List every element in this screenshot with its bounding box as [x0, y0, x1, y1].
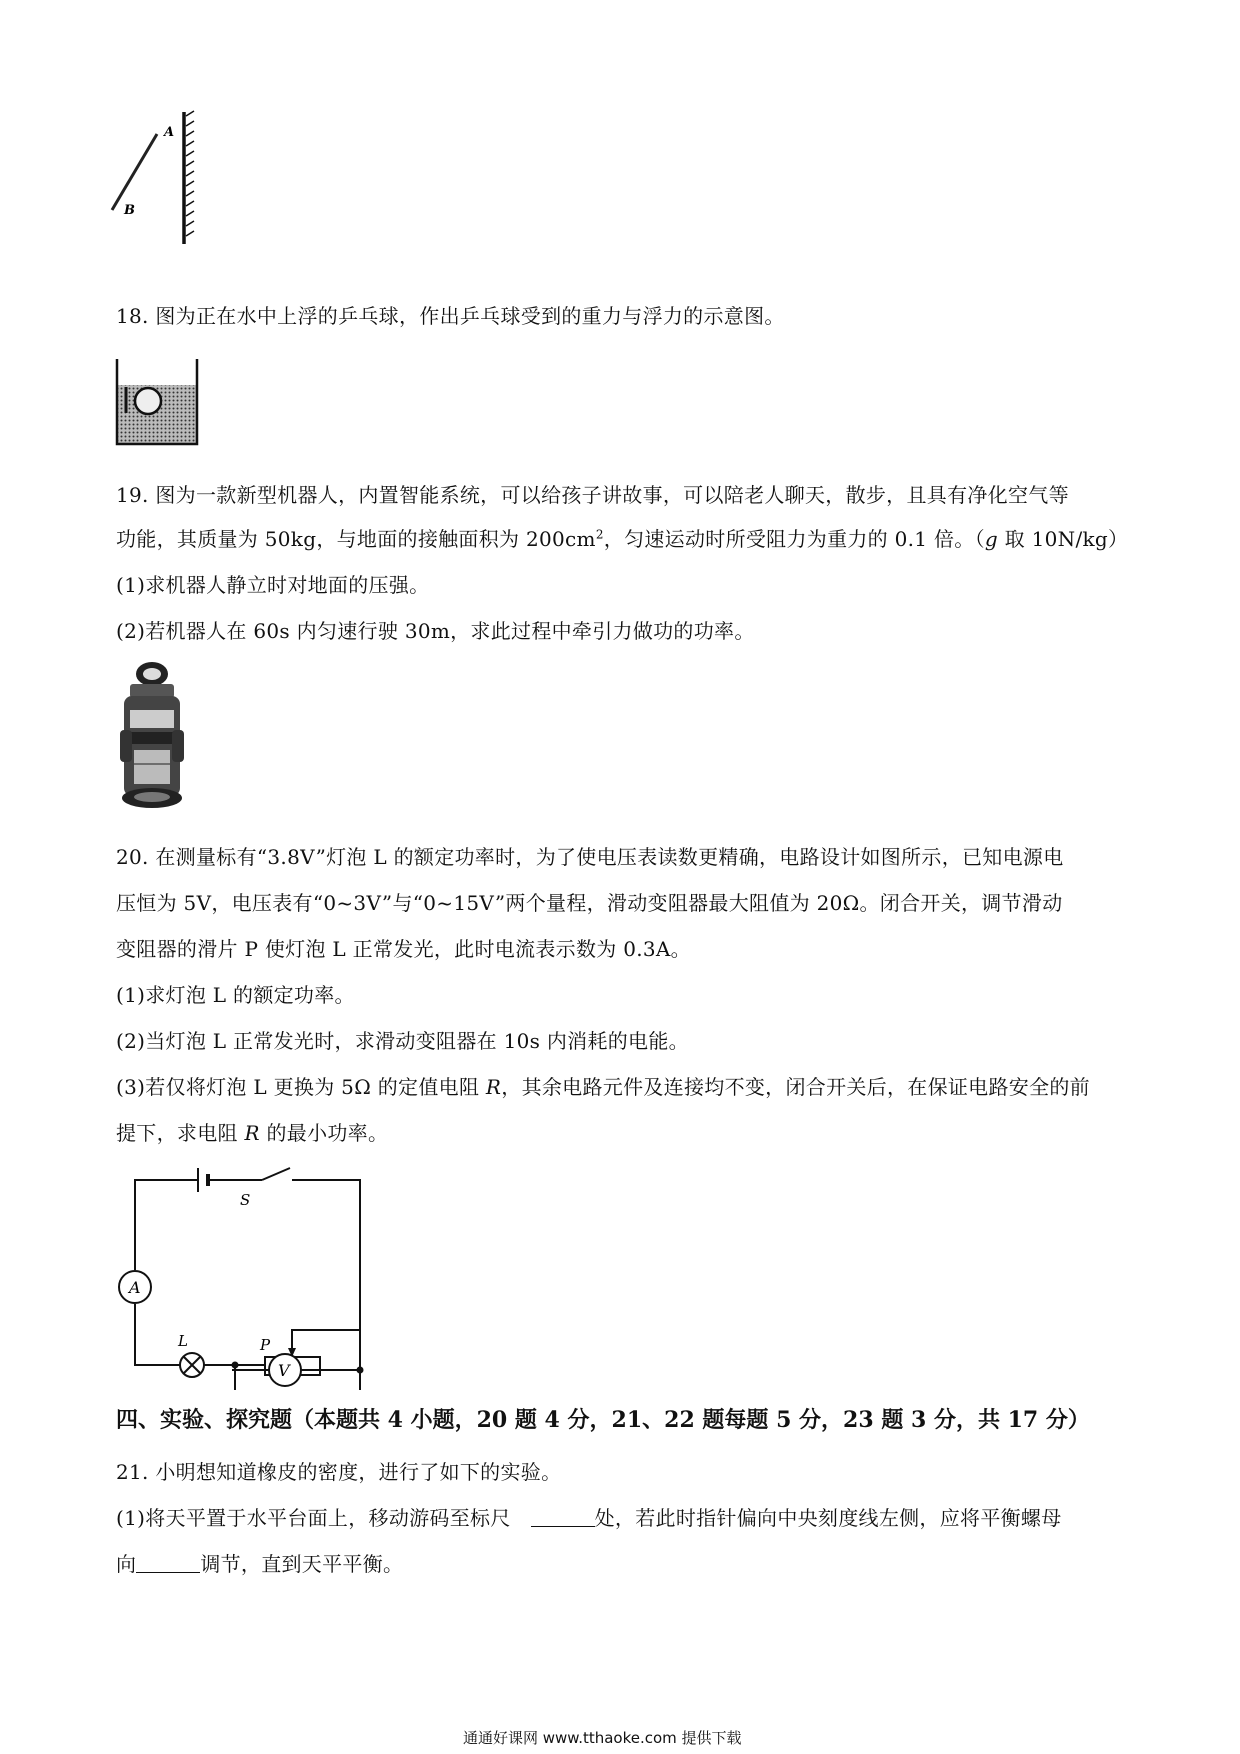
voltmeter-figure: [260, 1350, 310, 1390]
question-20-part3-line2: 提下，求电阻 R 的最小功率。: [116, 1121, 389, 1145]
mirror-ray-figure: [100, 110, 230, 250]
switch-blade: [262, 1168, 290, 1180]
ping-pong-ball: [135, 388, 161, 414]
robot-figure: [112, 660, 192, 810]
question-20-part3-line1: (3)若仅将灯泡 L 更换为 5Ω 的定值电阻 R，其余电路元件及连接均不变，闭合开关后，在保证电路安全的前: [116, 1075, 1090, 1099]
point-a-label: A: [164, 125, 175, 140]
question-21-part1-line1: (1)将天平置于水平台面上，移动游码至标尺 处，若此时指针偏向中央刻度线左侧，应将平衡螺母: [116, 1506, 1062, 1530]
slider-label: P: [260, 1336, 271, 1354]
question-20-line3: 变阻器的滑片 P 使灯泡 L 正常发光，此时电流表示数为 0.3A。: [116, 937, 691, 961]
lamp-label: L: [178, 1332, 188, 1350]
voltmeter-label: V: [278, 1361, 290, 1380]
ammeter-label: A: [129, 1278, 141, 1297]
circuit-diagram: [110, 1160, 370, 1390]
question-19-line2: 功能，其质量为 50kg，与地面的接触面积为 $200cm^2$，匀速运动时所受阻力为重力的 0.1 倍。（g 取 10N/kg）: [116, 527, 1129, 551]
question-19-line1: 19. 图为一款新型机器人，内置智能系统，可以给孩子讲故事，可以陪老人聊天，散步，且具有净化空气等: [116, 483, 1069, 507]
question-19-part2: (2)若机器人在 60s 内匀速行驶 30m，求此过程中牵引力做功的功率。: [116, 619, 755, 643]
question-20-part1: (1)求灯泡 L 的额定功率。: [116, 983, 355, 1007]
question-19-part1: (1)求机器人静立时对地面的压强。: [116, 573, 430, 597]
question-20-line1: 20. 在测量标有“3.8V”灯泡 L 的额定功率时，为了使电压表读数更精确，电路设计如图所示，已知电源电: [116, 845, 1064, 869]
question-20-part2: (2)当灯泡 L 正常发光时，求滑动变阻器在 10s 内消耗的电能。: [116, 1029, 689, 1053]
question-21-line1: 21. 小明想知道橡皮的密度，进行了如下的实验。: [116, 1460, 562, 1484]
answer-blank-2[interactable]: [136, 1554, 200, 1573]
switch-label: S: [240, 1191, 251, 1209]
beaker-figure: [112, 355, 204, 450]
section-4-title: 四、实验、探究题（本题共 4 小题，20 题 4 分，21、22 题每题 5 分，23 题 3 分，共 17 分）: [116, 1407, 1090, 1433]
light-ray: [112, 134, 157, 210]
answer-blank-1[interactable]: [531, 1508, 595, 1527]
footer-text: 通通好课网 www.tthaoke.com 提供下载: [463, 1729, 742, 1747]
point-b-label: B: [124, 203, 135, 218]
question-18: 18. 图为正在水中上浮的乒乓球，作出乒乓球受到的重力与浮力的示意图。: [116, 304, 785, 328]
question-21-part1-line2: 向 调节，直到天平平衡。: [116, 1552, 404, 1576]
question-20-line2: 压恒为 5V，电压表有“0~3V”与“0~15V”两个量程，滑动变阻器最大阻值为 20Ω。闭合开关，调节滑动: [116, 891, 1063, 915]
